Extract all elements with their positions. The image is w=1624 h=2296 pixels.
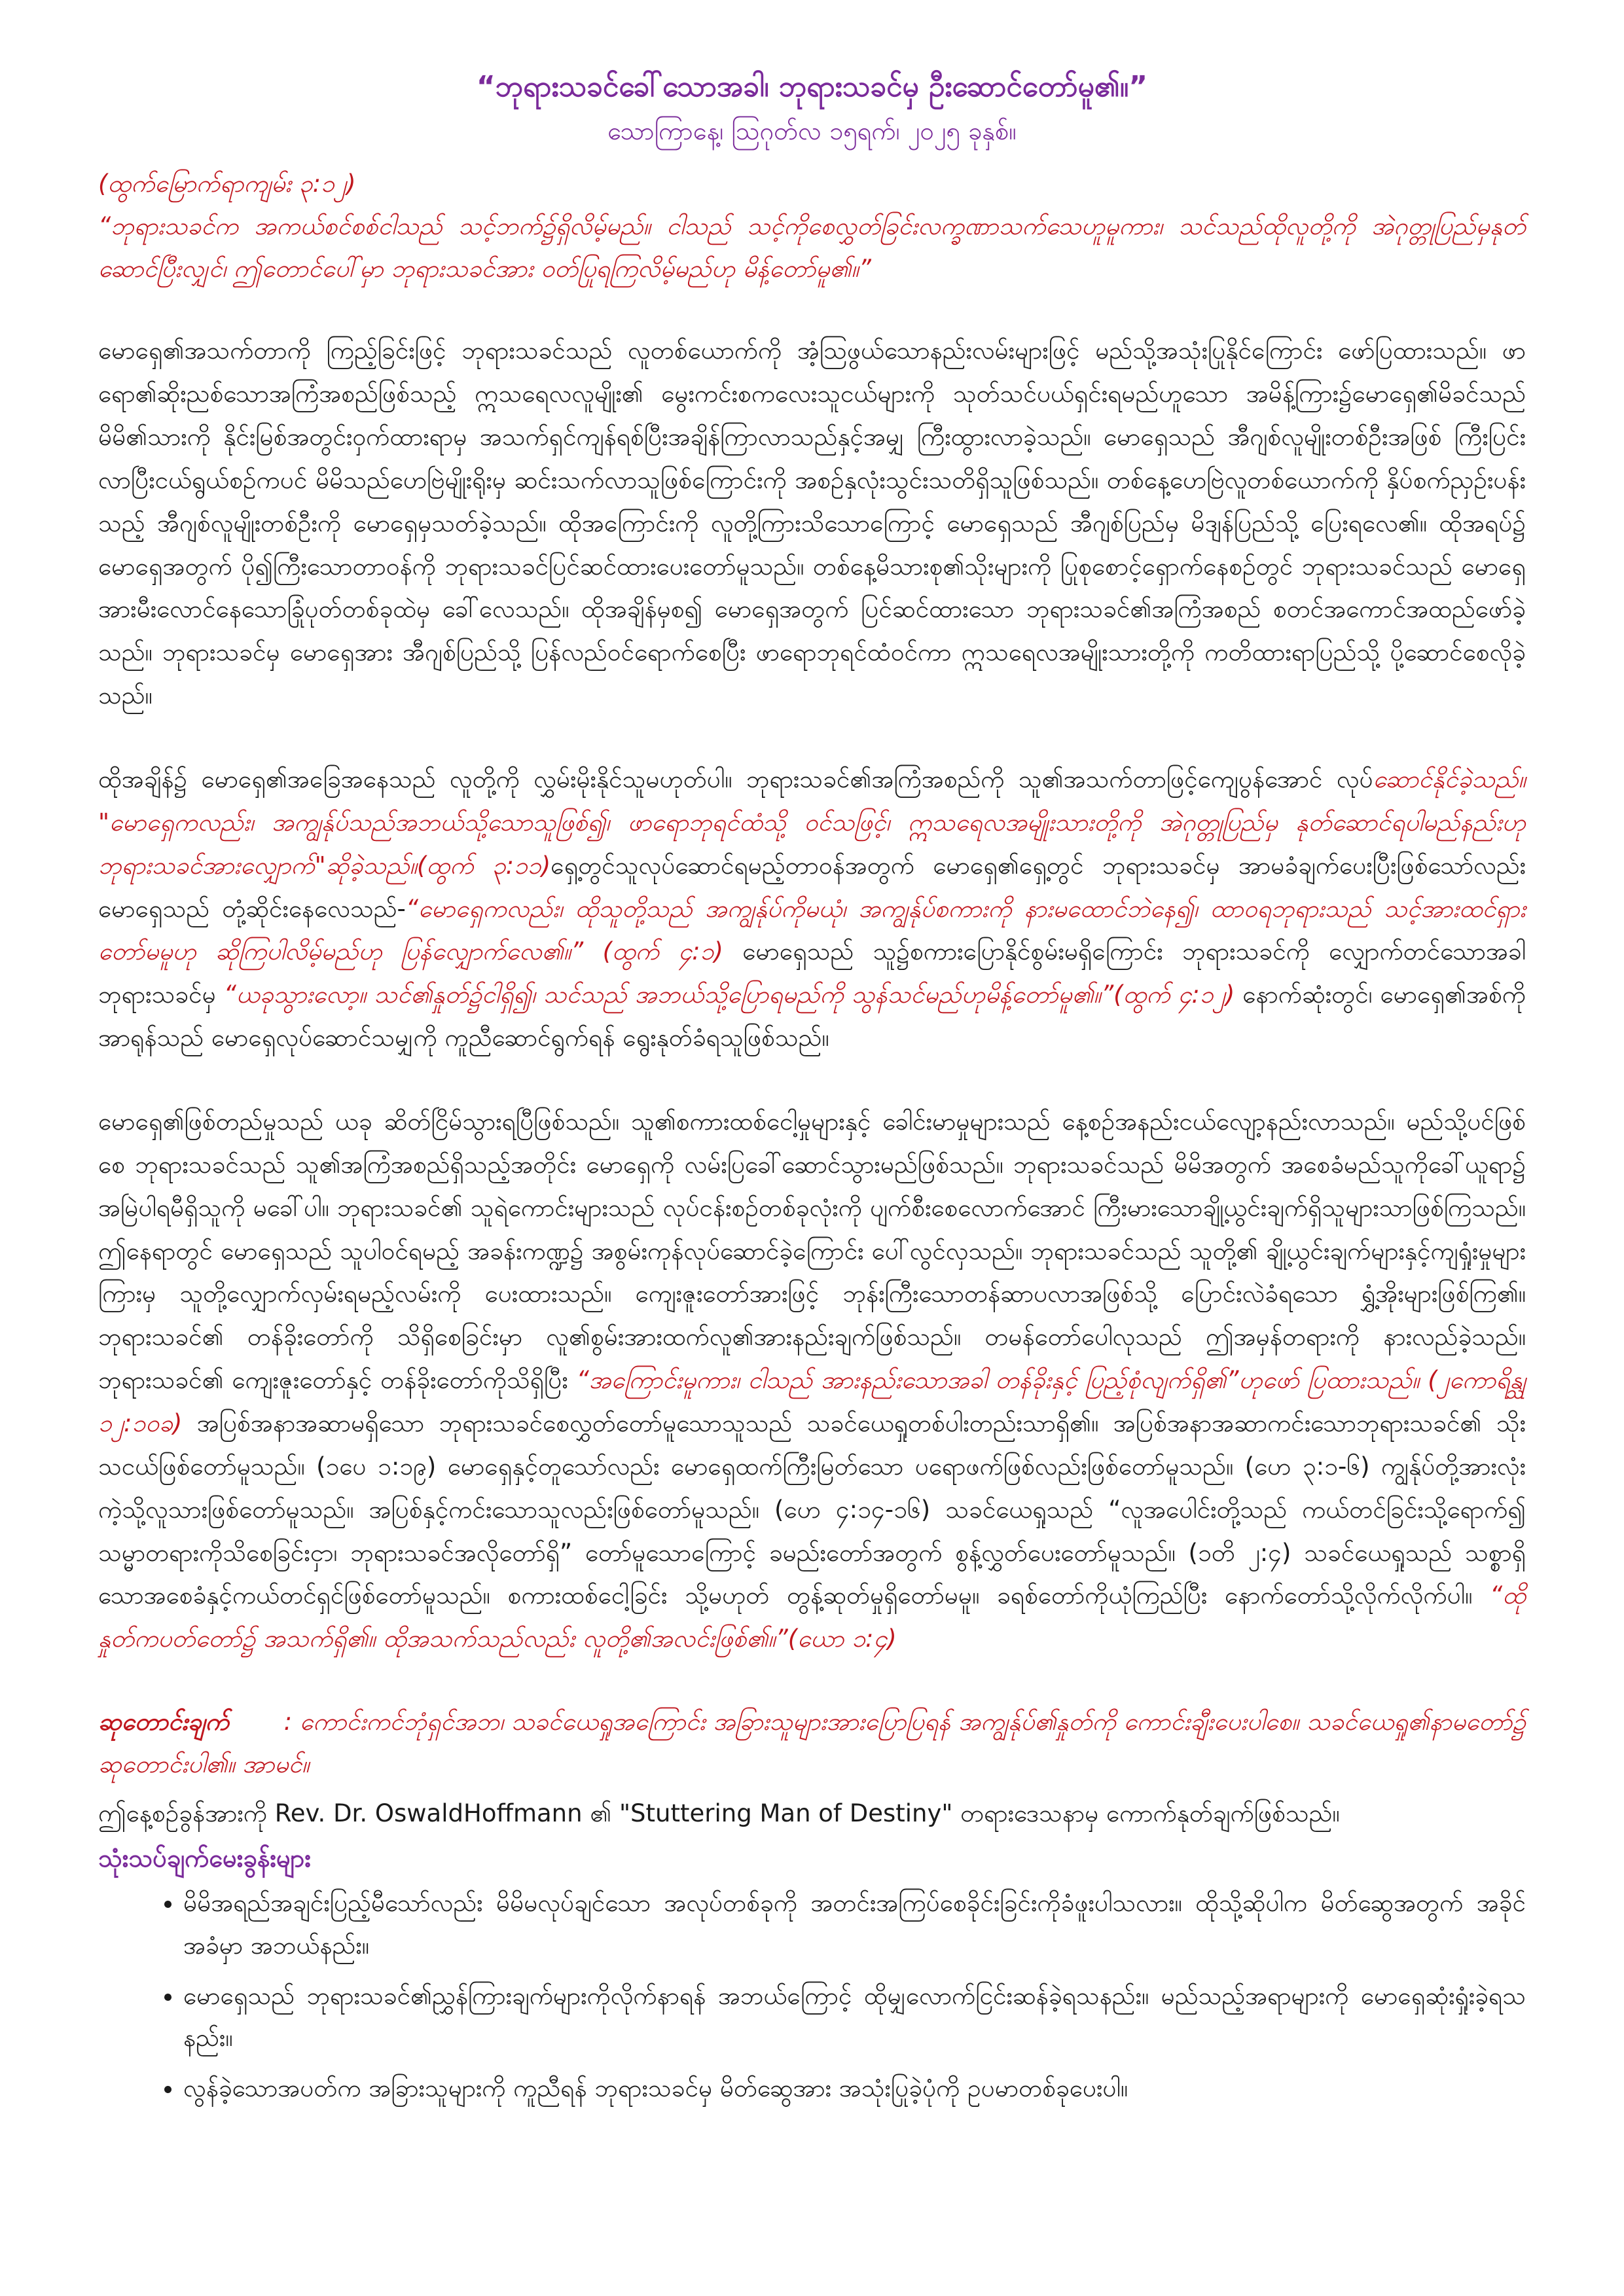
paragraph-2 bbox=[98, 758, 1526, 1060]
paragraph-2-quote-3: “ယခုသွားလော့။ သင်၏နှုတ်၌ငါရှိ၍၊ သင်သည် အဘယ်သို့ပြောရမည်ကို သွန်သင်မည်ဟုမိန့်တော်မူ၏။”(ထွက် ၄:၁၂) bbox=[223, 980, 1235, 1009]
question-item: • လွန်ခဲ့သောအပတ်က အခြားသူများကို ကူညီရန် ဘုရားသခင်မှ မိတ်ဆွေအား အသုံးပြုခဲ့ပုံကို ဥပမာတစ်ခုပေးပါ။ bbox=[183, 2068, 1526, 2110]
source-note: ဤနေ့စဉ်ခွန်အားကို Rev. Dr. OswaldHoffmann ၏ "Stuttering Man of Destiny" တရားဒေသနာမှ ကောက်နုတ်ချက်ဖြစ်သည်။ bbox=[98, 1799, 1340, 1827]
paragraph-3-text: မောရှေ၏ဖြစ်တည်မှုသည် ယခု ဆိတ်ငြိမ်သွားရပြီဖြစ်သည်။ သူ၏စကားထစ်ငေါ့မှုများနှင့် ခေါင်းမာမှုများသည် နေ့စဉ်အနည်းငယ်လျော့နည်းလာသည်။ မည်သို့ပင်ဖြစ်စေ ဘုရားသခင်သည် သူ၏အကြံအစည်ရှိသည့်အတိုင်း မောရှေကို လမ်းပြခေါ်ဆောင်သွားမည်ဖြစ်သည်။ ဘုရားသခင်သည် မိမိအတွက် အစေခံမည်သူကိုခေါ်ယူရာ၌ အမြဲပါရမီရှိသူကို မခေါ်ပါ။ ဘုရားသခင်၏ သူရဲကောင်းများသည် လုပ်ငန်းစဉ်တစ်ခုလုံးကို ပျက်စီးစေလောက်အောင် ကြီးမားသောချို့ယွင်းချက်ရှိသူများသာဖြစ်ကြသည်။ ဤနေရာတွင် မောရှေသည် သူပါဝင်ရမည့် အခန်းကဏ္ဍ၌ အစွမ်းကုန်လုပ်ဆောင်ခဲ့ကြောင်း ပေါ်လွင်လှသည်။ ဘုရားသခင်သည် သူတို့၏ ချို့ယွင်းချက်များနှင့်ကျရှုံးမှုများကြားမှ သူတို့လျှောက်လှမ်းရမည့်လမ်းကို ပေးထားသည်။ ကျေးဇူးတော်အားဖြင့် ဘုန်းကြီးသောတန်ဆာပလာအဖြစ်သို့ ပြောင်းလဲခံရသော ရွှံ့အိုးများဖြစ်ကြ၏။ ဘုရားသခင်၏ တန်ခိုးတော်ကို သိရှိစေခြင်းမှာ လူ၏စွမ်းအားထက်လူ၏အားနည်းချက်ဖြစ်သည်။ တမန်တော်ပေါလုသည် ဤအမှန်တရားကို နားလည်ခဲ့သည်။ ဘုရားသခင်၏ ကျေးဇူးတော်နှင့် တန်ခိုးတော်ကိုသိရှိပြီး bbox=[98, 1107, 1526, 1395]
page-title: “ဘုရားသခင်ခေါ်သောအခါ၊ ဘုရားသခင်မှ ဦးဆောင်တော်မူ၏။” bbox=[476, 70, 1148, 103]
prayer bbox=[98, 1701, 1526, 1786]
questions-list bbox=[98, 1882, 1526, 2110]
date-line: သောကြာနေ့၊ ဩဂုတ်လ ၁၅ရက်၊ ၂၀၂၅ ခုနှစ်။ bbox=[607, 117, 1017, 145]
paragraph-2-text-3: မောရှေသည် သူ၌စကားပြောနိုင်စွမ်းမရှိကြောင်း ဘုရားသခင်ကို လျှောက်တင်သောအခါ ဘုရားသခင်မှ bbox=[98, 937, 1526, 1009]
paragraph-3-text-2: အပြစ်အနာအဆာမရှိသော ဘုရားသခင်စေလွှတ်တော်မူသောသူသည် သခင်ယေရှုတစ်ပါးတည်းသာရှိ၏။ အပြစ်အနာအဆာကင်းသောဘုရားသခင်၏ သိုးသငယ်ဖြစ်တော်မူသည်။ (၁ပေ ၁:၁၉) မောရှေနှင့်တူသော်လည်း မောရှေထက်ကြီးမြတ်သော ပရောဖက်ဖြစ်လည်းဖြစ်တော်မူသည်။ (ဟေ ၃:၁-၆) ကျွန်ုပ်တို့အားလုံးကဲ့သို့လူသားဖြစ်တော်မူသည်။ အပြစ်နှင့်ကင်းသောသူလည်းဖြစ်တော်မူသည်။ (ဟေ ၄:၁၄-၁၆) သခင်ယေရှုသည် “လူအပေါင်းတို့သည် ကယ်တင်ခြင်းသို့ရောက်၍ သမ္မာတရားကိုသိစေခြင်းငှာ၊ ဘုရားသခင်အလိုတော်ရှိ” တော်မူသောကြောင့် ခမည်းတော်အတွက် စွန့်လွှတ်ပေးတော်မူသည်။ (၁တိ ၂:၄) သခင်ယေရှုသည် သစ္စာရှိသောအစေခံနှင့်ကယ်တင်ရှင်ဖြစ်တော်မူသည်။ စကားထစ်ငေါ့ခြင်း သို့မဟုတ် တွန့်ဆုတ်မှုရှိတော်မမူ။ ခရစ်တော်ကိုယုံကြည်ပြီး နောက်တော်သို့လိုက်လိုက်ပါ။ bbox=[98, 1409, 1526, 1610]
paragraph-2-quote-1: ဆောင်နိုင်ခဲ့သည်။ "မောရှေကလည်း၊ အကျွန်ုပ်သည်အဘယ်သို့သောသူဖြစ်၍၊ ဖာရောဘုရင်ထံသို့ ဝင်သဖြင့်၊ ဣသရေလအမျိုးသားတို့ကို အဲဂုတ္တုပြည်မှ နုတ်ဆောင်ရပါမည်နည်းဟု ဘုရားသခင်အားလျှောက်"ဆိုခဲ့သည်။(ထွက် ၃:၁၁) bbox=[98, 764, 1526, 880]
questions-heading: သုံးသပ်ချက်မေးခွန်းများ bbox=[98, 1844, 312, 1873]
scripture-reference: (ထွက်မြောက်ရာကျမ်း ၃:၁၂) bbox=[98, 170, 356, 198]
paragraph-2-text: ထိုအချိန်၌ မောရှေ၏အခြေအနေသည် လူတို့ကို လွှမ်းမိုးနိုင်သူမဟုတ်ပါ။ ဘုရားသခင်၏အကြံအစည်ကို သူ၏အသက်တာဖြင့်ကျေပွန်အောင် လုပ် bbox=[98, 764, 1373, 793]
paragraph-1: မောရှေ၏အသက်တာကို ကြည့်ခြင်းဖြင့် ဘုရားသခင်သည် လူတစ်ယောက်ကို အံ့သြဖွယ်သောနည်းလမ်းများဖြင့် မည်သို့အသုံးပြုနိုင်ကြောင်း ဖော်ပြထားသည်။ ဖာရော၏ဆိုးညစ်သောအကြံအစည်ဖြစ်သည့် ဣသရေလလူမျိုး၏ မွေးကင်းစကလေးသူငယ်များကို သုတ်သင်ပယ်ရှင်းရမည်ဟူသော အမိန့်ကြား၌မောရှေ၏မိခင်သည် မိမိ၏သားကို နိုင်းမြစ်အတွင်းဝှက်ထားရာမှ အသက်ရှင်ကျန်ရစ်ပြီးအချိန်ကြာလာသည်နှင့်အမျှ ကြီးထွားလာခဲ့သည်။ မောရှေသည် အီဂျစ်လူမျိုးတစ်ဦးအဖြစ် ကြီးပြင်းလာပြီးငယ်ရွယ်စဉ်ကပင် မိမိသည်ဟေဗြဲမျိုးရိုးမှ ဆင်းသက်လာသူဖြစ်ကြောင်းကို အစဉ်နှလုံးသွင်းသတိရှိသူဖြစ်သည်။ တစ်နေ့ဟေဗြဲလူတစ်ယောက်ကို နှိပ်စက်ညှဉ်းပန်းသည့် အီဂျစ်လူမျိုးတစ်ဦးကို မောရှေမှသတ်ခဲ့သည်။ ထိုအကြောင်းကို လူတို့ကြားသိသောကြောင့် မောရှေသည် အီဂျစ်ပြည်မှ မိဒျန်ပြည်သို့ ပြေးရလေ၏။ ထိုအရပ်၌ မောရှေအတွက် ပို၍ကြီးသောတာဝန်ကို ဘုရားသခင်ပြင်ဆင်ထားပေးတော်မူသည်။ တစ်နေ့မိသားစု၏သိုးများကို ပြုစုစောင့်ရှောက်နေစဉ်တွင် ဘုရားသခင်သည် မောရှေအားမီးလောင်နေသောခြုံပုတ်တစ်ခုထဲမှ ခေါ်လေသည်။ ထိုအချိန်မှစ၍ မောရှေအတွက် ပြင်ဆင်ထားသော ဘုရားသခင်၏အကြံအစည် စတင်အကောင်အထည်ဖော်ခဲ့သည်။ ဘုရားသခင်မှ မောရှေအား အီဂျစ်ပြည်သို့ ပြန်လည်ဝင်ရောက်စေပြီး ဖာရောဘုရင်ထံဝင်ကာ ဣသရေလအမျိုးသားတို့ကို ကတိထားရာပြည်သို့ ပို့ဆောင်စေလိုခဲ့သည်။ bbox=[98, 336, 1526, 710]
prayer-separator: : bbox=[283, 1708, 293, 1736]
prayer-text: ကောင်းကင်ဘုံရှင်အဘ၊ သခင်ယေရှုအကြောင်း အခြားသူများအားပြောပြရန် အကျွန်ုပ်၏နှုတ်ကို ကောင်းချီးပေးပါစေ။ သခင်ယေရှု၏နာမတော်၌ ဆုတောင်းပါ၏။ အာမင်။ bbox=[98, 1708, 1526, 1778]
paragraph-3-quote-2: “ထိုနှုတ်ကပတ်တော်၌ အသက်ရှိ၏။ ထိုအသက်သည်လည်း လူတို့၏အလင်းဖြစ်၏။”(ယော ၁:၄) bbox=[98, 1581, 1526, 1653]
paragraph-2-text-4: နောက်ဆုံးတွင်၊ မောရှေ၏အစ်ကိုအာရုန်သည် မောရှေလုပ်ဆောင်သမျှကို ကူညီဆောင်ရွက်ရန် ရွေးနုတ်ခံရသူဖြစ်သည်။ bbox=[98, 980, 1526, 1052]
paragraph-3-quote-1: “အကြောင်းမူကား၊ ငါသည် အားနည်းသောအခါ တန်ခိုးနှင့် ပြည့်စုံလျက်ရှိ၏”ဟုဖော် ပြထားသည်။ (၂ကောရိန္သု ၁၂:၁၀ခ) bbox=[98, 1366, 1526, 1438]
prayer-label: ဆုတောင်းချက် bbox=[98, 1708, 229, 1736]
paragraph-3 bbox=[98, 1100, 1526, 1660]
question-item: • မောရှေသည် ဘုရားသခင်၏ညွှန်ကြားချက်များကိုလိုက်နာရန် အဘယ်ကြောင့် ထိုမျှလောက်ငြင်းဆန်ခဲ့ရသနည်း။ မည်သည့်အရာများကို မောရှေဆုံးရှုံးခဲ့ရသနည်း။ bbox=[183, 1975, 1526, 2060]
paragraph-2-text-2: ရှေ့တွင်သူလုပ်ဆောင်ရမည့်တာဝန်အတွက် မောရှေ၏ရှေ့တွင် ဘုရားသခင်မှ အာမခံချက်ပေးပြီးဖြစ်သော်လည်း မောရှေသည် တုံ့ဆိုင်းနေလေသည်- bbox=[98, 851, 1526, 923]
paragraph-2-quote-2: “မောရှေကလည်း၊ ထိုသူတို့သည် အကျွန်ုပ်ကိုမယုံ၊ အကျွန်ုပ်စကားကို နားမထောင်ဘဲနေ၍၊ ထာဝရဘုရားသည် သင့်အားထင်ရှားတော်မမူဟု ဆိုကြပါလိမ့်မည်ဟု ပြန်လျှောက်လေ၏။” (ထွက် ၄:၁) bbox=[98, 894, 1526, 966]
scripture-quote: “ဘုရားသခင်က အကယ်စင်စစ်ငါသည် သင့်ဘက်၌ရှိလိမ့်မည်။ ငါသည် သင့်ကိုစေလွှတ်ခြင်းလက္ခဏာသက်သေဟူမူကား၊ သင်သည်ထိုလူတို့ကို အဲဂုတ္တုပြည်မှနုတ်ဆောင်ပြီးလျှင်၊ ဤတောင်ပေါ်မှာ ဘုရားသခင်အား ဝတ်ပြုရကြလိမ့်မည်ဟု မိန့်တော်မူ၏။” bbox=[98, 211, 1526, 283]
question-item: • မိမိအရည်အချင်းပြည့်မီသော်လည်း မိမိမလုပ်ချင်သော အလုပ်တစ်ခုကို အတင်းအကြပ်စေခိုင်းခြင်းကိုခံဖူးပါသလား။ ထိုသို့ဆိုပါက မိတ်ဆွေအတွက် အခိုင်အခံမှာ အဘယ်နည်း။ bbox=[183, 1882, 1526, 1967]
